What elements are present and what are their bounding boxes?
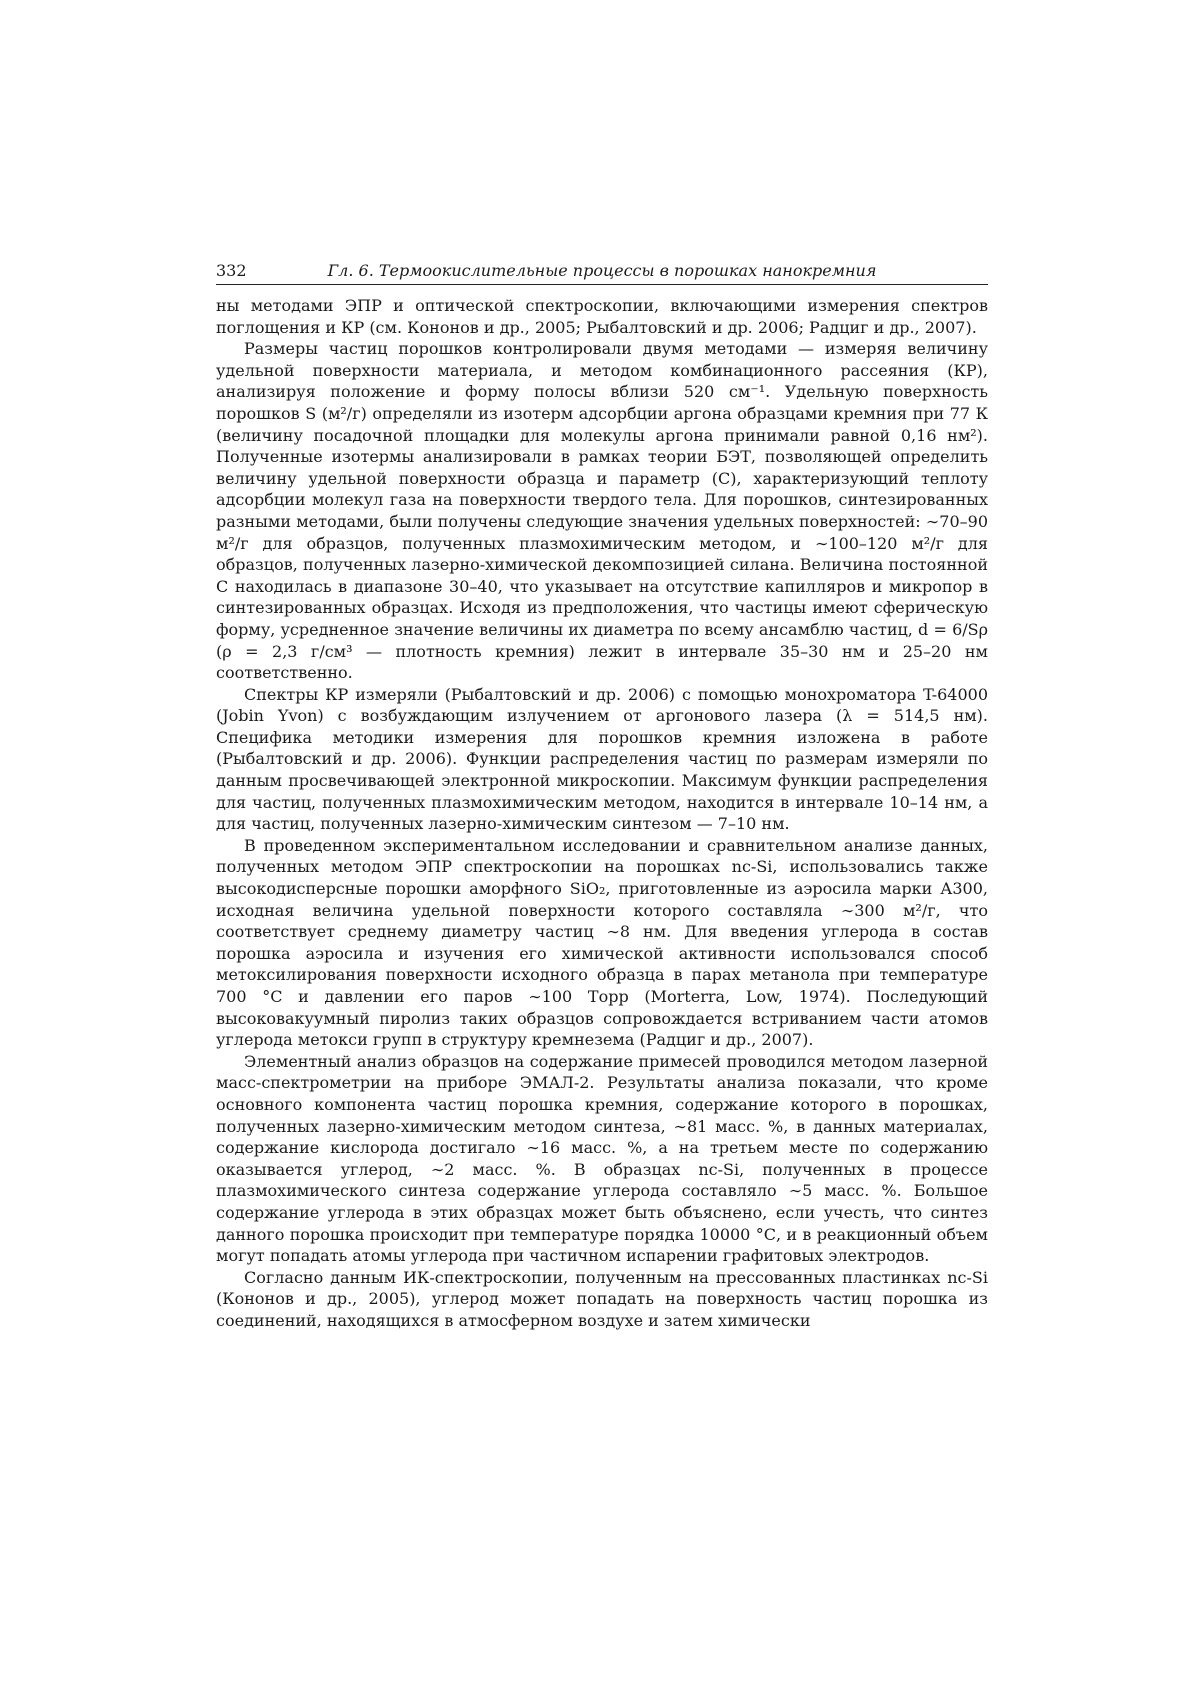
- book-page: [216, 262, 988, 1332]
- page-number: 332: [216, 261, 247, 280]
- running-head: [216, 262, 988, 285]
- paragraph-raman-spectra: Спектры КР измеряли (Рыбалтовский и др. 2006) с помощью монохроматора T-64000 (Jobin Yvon) с возбуждающим излучением от аргонового лазера (λ = 514,5 нм). Специфика методики измерения для порошков кремния изложена в работе (Рыбалтовский и др. 2006). Функции распределения частиц по размерам измеряли по данным просвечивающей электронной микроскопии. Максимум функции распределения для частиц, полученных плазмохимическим методом, находится в интервале 10–14 нм, а для частиц, полученных лазерно-химическим синтезом — 7–10 нм.: [216, 684, 988, 834]
- paragraph-ir-spectroscopy: Согласно данным ИК-спектроскопии, полученным на прессованных пластинках nc-Si (Кононов и др., 2005), углерод может попадать на поверхность частиц порошка из соединений, находящихся в атмосферном воздухе и затем химически: [216, 1267, 988, 1330]
- body-text: [216, 295, 988, 1332]
- paragraph-particle-size: Размеры частиц порошков контролировали двумя методами — измеряя величину удельной поверхности материала, и методом комбинационного рассеяния (КР), анализируя положение и форму полосы вблизи 520 см⁻¹. Удельную поверхность порошков S (м²/г) определяли из изотерм адсорбции аргона образцами кремния при 77 К (величину посадочной площадки для молекулы аргона принимали равной 0,16 нм²). Полученные изотермы анализировали в рамках теории БЭТ, позволяющей определить величину удельной поверхности образца и параметр (C), характеризующий теплоту адсорбции молекул газа на поверхности твердого тела. Для порошков, синтезированных разными методами, были получены следующие значения удельных поверхностей: ∼70–90 м²/г для образцов, полученных плазмохимическим методом, и ∼100–120 м²/г для образцов, полученных лазерно-химической декомпозицией силана. Величина постоянной C находилась в диапазоне 30–40, что указывает на отсутствие капилляров и микропор в синтезированных образцах. Исходя из предположения, что частицы имеют сферическую форму, усредненное значение величины их диаметра по всему ансамблю частиц, d = 6/Sρ (ρ = 2,3 г/см³ — плотность кремния) лежит в интервале 35–30 нм и 25–20 нм соответственно.: [216, 339, 988, 683]
- paragraph-epr-aerosil: В проведенном экспериментальном исследовании и сравнительном анализе данных, полученных методом ЭПР спектроскопии на порошках nc-Si, использовались также высокодисперсные порошки аморфного SiO₂, приготовленные из аэросила марки А300, исходная величина удельной поверхности которого составляла ∼300 м²/г, что соответствует среднему диаметру частиц ∼8 нм. Для введения углерода в состав порошка аэросила и изучения его химической активности использовался способ метоксилирования поверхности исходного образца в парах метанола при температуре 700 °С и давлении его паров ∼100 Торр (Morterra, Low, 1974). Последующий высоковакуумный пиролиз таких образцов сопровождается встриванием части атомов углерода метокси групп в структуру кремнезема (Радциг и др., 2007).: [216, 835, 988, 1050]
- paragraph-elemental-analysis: Элементный анализ образцов на содержание примесей проводился методом лазерной масс-спектрометрии на приборе ЭМАЛ-2. Результаты анализа показали, что кроме основного компонента частиц порошка кремния, содержание которого в порошках, полученных лазерно-химическим методом синтеза, ∼81 масс. %, в данных материалах, содержание кислорода достигало ∼16 масс. %, а на третьем месте по содержанию оказывается углерод, ∼2 масс. %. В образцах nc-Si, полученных в процессе плазмохимического синтеза содержание углерода составляло ∼5 масс. %. Большое содержание углерода в этих образцах может быть объяснено, если учесть, что синтез данного порошка происходит при температуре порядка 10000 °С, и в реакционный объем могут попадать атомы углерода при частичном испарении графитовых электродов.: [216, 1051, 988, 1266]
- running-title: Гл. 6. Термоокислительные процессы в порошках нанокремния: [327, 261, 877, 280]
- paragraph-continuation: ны методами ЭПР и оптической спектроскопии, включающими измерения спектров поглощения и КР (см. Кононов и др., 2005; Рыбалтовский и др. 2006; Радциг и др., 2007).: [216, 296, 988, 337]
